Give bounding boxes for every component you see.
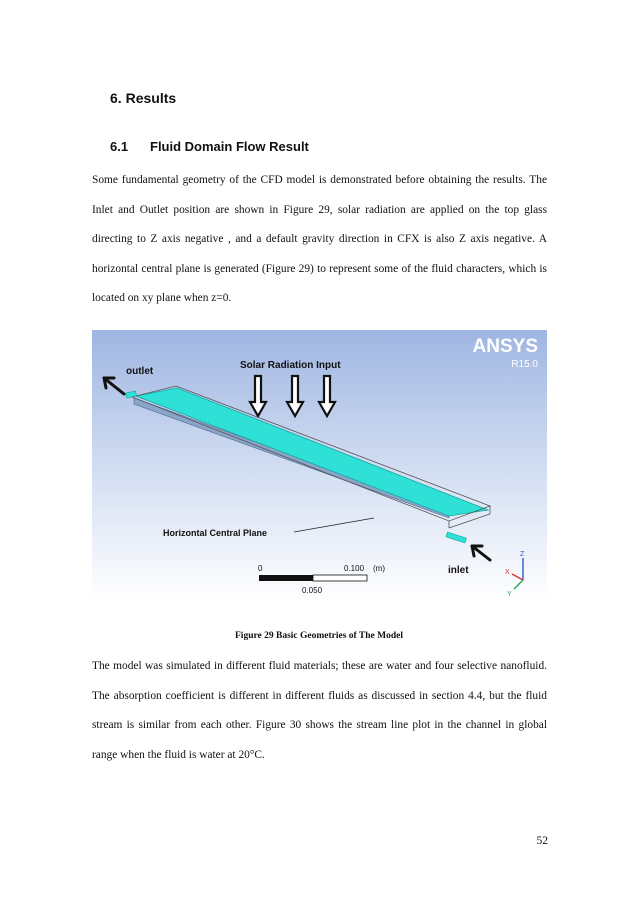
ansys-logo: ANSYS: [472, 336, 538, 357]
page-number: 52: [536, 835, 548, 847]
central-plane-label: Horizontal Central Plane: [163, 528, 268, 538]
axis-z-label: Z: [520, 551, 525, 558]
scale-mid-label: 0.050: [302, 586, 323, 595]
figure-caption: Figure 29 Basic Geometries of The Model: [235, 631, 403, 641]
scale-end-label: 0.100: [344, 564, 365, 573]
section-number: 6.: [110, 90, 122, 106]
scale-bar: [259, 575, 367, 581]
solar-radiation-label: Solar Radiation Input: [240, 360, 341, 371]
scale-start-label: 0: [258, 564, 263, 573]
subsection-heading: [110, 139, 309, 154]
section-title: Results: [125, 90, 177, 106]
paragraph-intro: Some fundamental geometry of the CFD model is demonstrated before obtaining the results. The Inlet and Outlet position are shown in Figure 29, solar radiation are applied on the top glass directing to Z axis negative , and a default gravity direction in CFX is also Z axis negative. A horizontal central plane is generated (Figure 29) to represent some of the fluid characters, which is located on xy plane when z=0.: [92, 174, 547, 304]
axis-x-label: X: [505, 569, 510, 576]
subsection-title: Fluid Domain Flow Result: [150, 139, 309, 154]
scale-unit-label: (m): [373, 564, 385, 573]
model-geometry-image: [92, 330, 547, 602]
outlet-label: outlet: [126, 366, 154, 377]
paragraph-materials: The model was simulated in different fluid materials; these are water and four selective nanofluid. The absorption coefficient is different in different fluids as discussed in section 4.4, but the fluid stream is similar from each other. Figure 30 shows the stream line plot in the channel in global range when the fluid is water at 20°C.: [92, 660, 547, 761]
axis-y-label: Y: [507, 591, 512, 598]
ansys-version: R15.0: [511, 359, 538, 370]
figure-29: [92, 330, 547, 602]
inlet-label: inlet: [448, 565, 469, 576]
section-heading: [110, 90, 176, 106]
subsection-number: 6.1: [110, 139, 129, 154]
